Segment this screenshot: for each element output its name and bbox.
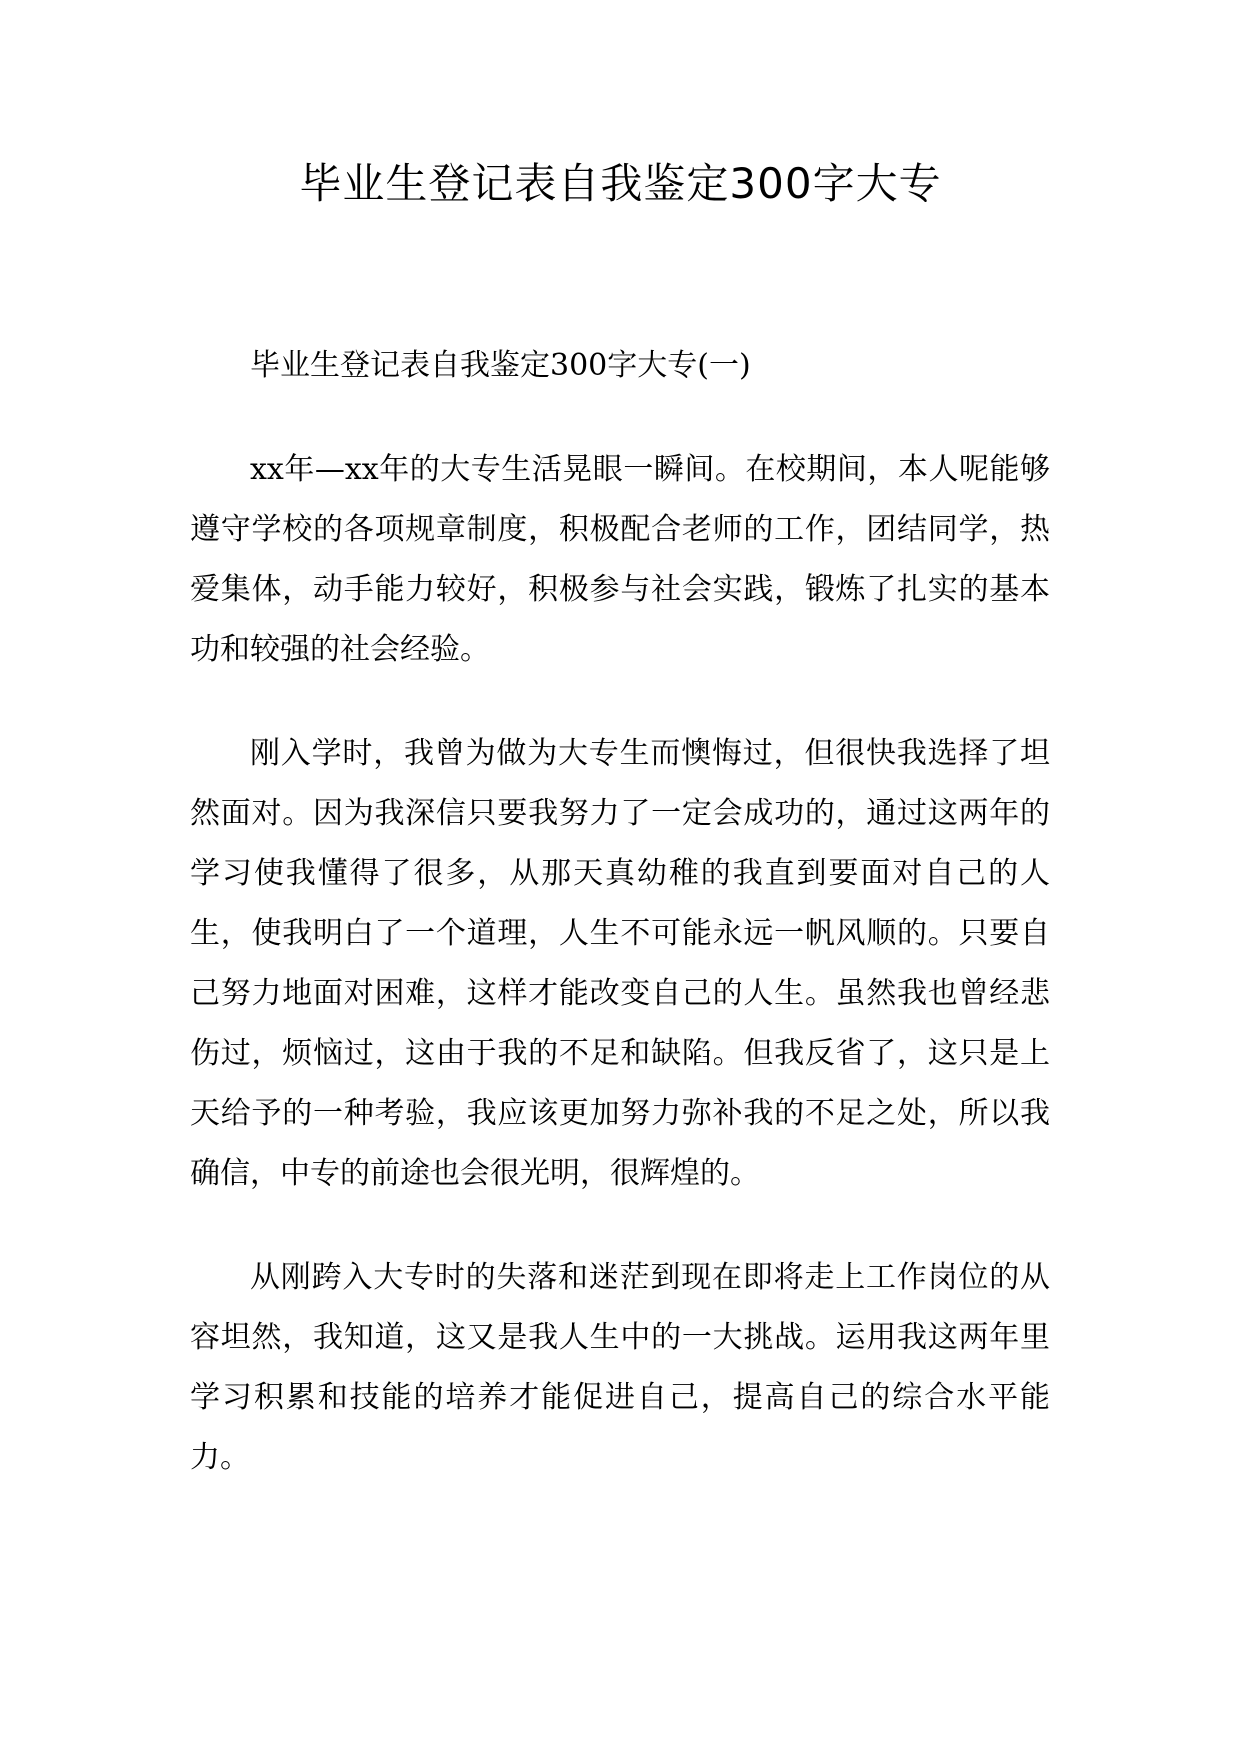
paragraph-2: 刚入学时，我曾为做为大专生而懊悔过，但很快我选择了坦然面对。因为我深信只要我努力了一定会成功的，通过这两年的学习使我懂得了很多，从那天真幼稚的我直到要面对自己的人生，使我明白了一个道理，人生不可能永远一帆风顺的。只要自己努力地面对困难，这样才能改变自己的人生。虽然我也曾经悲伤过，烦恼过，这由于我的不足和缺陷。但我反省了，这只是上天给予的一种考验，我应该更加努力弥补我的不足之处，所以我确信，中专的前途也会很光明，很辉煌的。 [190, 736, 1050, 1191]
section-heading: 毕业生登记表自我鉴定300字大专(一) [250, 348, 751, 383]
document-title: 毕业生登记表自我鉴定300字大专 [299, 159, 942, 208]
paragraph-3: 从刚跨入大专时的失落和迷茫到现在即将走上工作岗位的从容坦然，我知道，这又是我人生中的一大挑战。运用我这两年里学习积累和技能的培养才能促进自己，提高自己的综合水平能力。 [190, 1260, 1050, 1475]
paragraph-1: xx年—xx年的大专生活晃眼一瞬间。在校期间，本人呢能够遵守学校的各项规章制度，积极配合老师的工作，团结同学，热爱集体，动手能力较好，积极参与社会实践，锻炼了扎实的基本功和较强的社会经验。 [190, 452, 1050, 667]
document-body [190, 336, 1050, 1488]
